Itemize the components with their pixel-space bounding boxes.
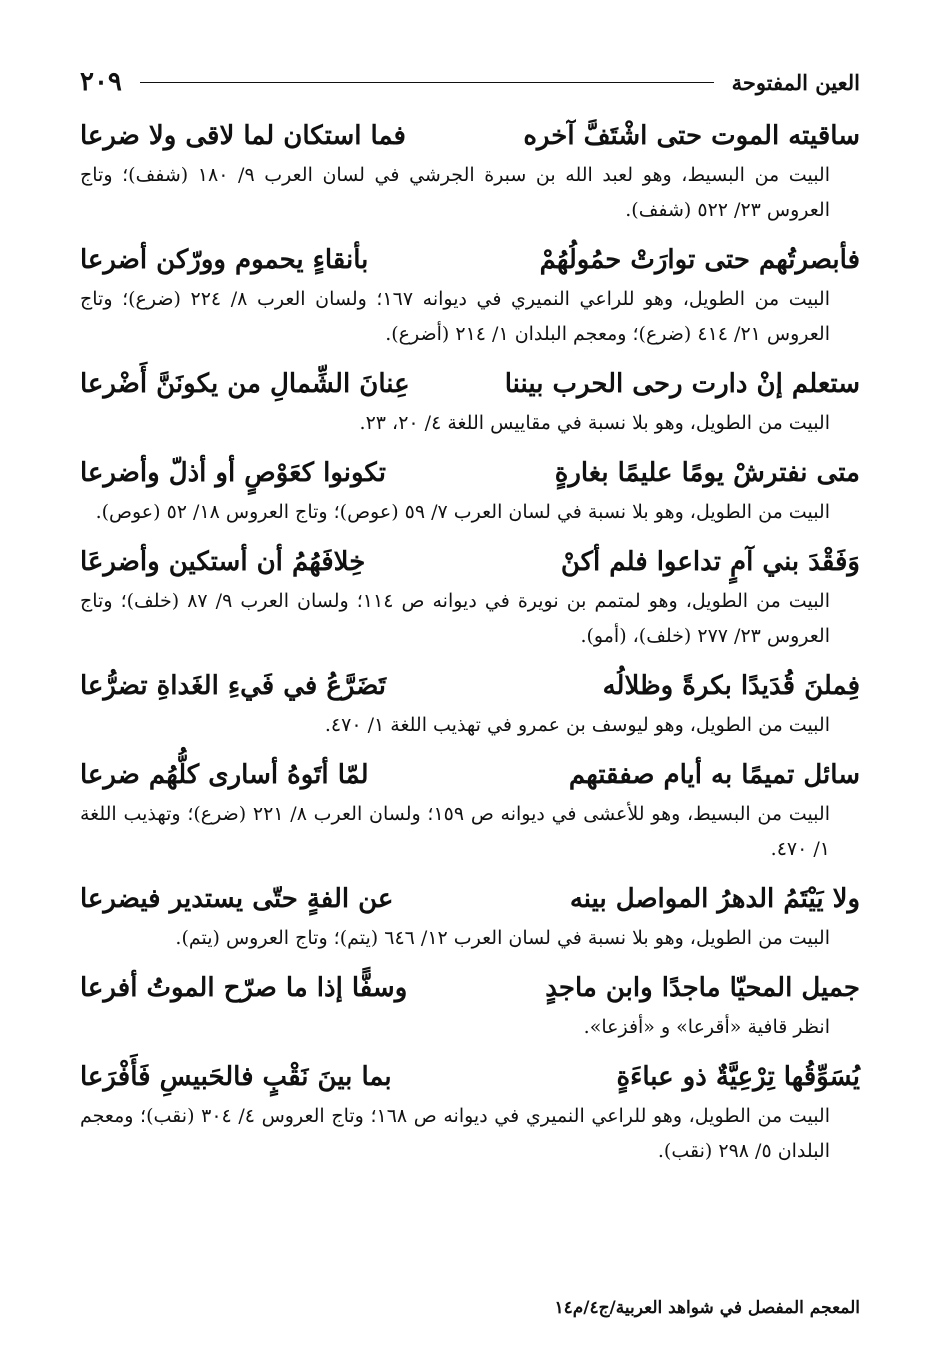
page-number: ٢٠٩ [80, 67, 122, 97]
verse-line [80, 877, 860, 921]
verse-source-note: انظر قافية «أقرعا» و «أفزعا». [583, 1016, 830, 1038]
verse-first-hemistich: جميل المحيّا ماجدًا وابن ماجدٍ [545, 973, 860, 1003]
verse-entry [80, 238, 860, 352]
verse-source-note: البيت من الطويل، وهو لمتمم بن نويرة في ديوانه ص ١١٤؛ ولسان العرب ٩/ ٨٧ (خلف)؛ وتاج العروس ٢٣/ ٢٧٧ (خلف)، (أمو). [80, 590, 830, 647]
verse-entry [80, 966, 860, 1045]
verse-entry [80, 664, 860, 743]
verse-line [80, 753, 860, 797]
verse-line [80, 1055, 860, 1099]
verse-first-hemistich: فأبصرتُهم حتى توارَتْ حمُولُهُمْ [539, 245, 860, 275]
verse-line [80, 966, 860, 1010]
verse-entry [80, 540, 860, 654]
verse-first-hemistich: وَفَقْدَ بني آمٍ تداعوا فلم أكنْ [560, 547, 860, 577]
verse-first-hemistich: يُسَوِّقُها تِرْعِيَّةٌ ذو عباءَةٍ [616, 1062, 860, 1092]
verse-source-note: البيت من البسيط، وهو للأعشى في ديوانه ص ١٥٩؛ ولسان العرب ٨/ ٢٢١ (ضرع)؛ وتهذيب اللغة ١/ ٤٧٠. [80, 803, 830, 860]
verse-entry [80, 451, 860, 530]
footer-signature: المعجم المفصل في شواهد العربية/ج٤/م١٤ [554, 1298, 860, 1318]
verse-source-note: البيت من الطويل، وهو بلا نسبة في مقاييس اللغة ٤/ ٢٠، ٢٣. [359, 412, 830, 434]
verse-second-hemistich: تَضَرَّعُ في فَيءِ الغَداةِ تضرُّعا [80, 671, 387, 701]
verse-second-hemistich: عن الفةٍ حتّى يستدير فيضرعا [80, 884, 394, 914]
verse-entry [80, 1055, 860, 1169]
verse-second-hemistich: تكونوا كعَوْصٍ أو أذلّ وأضرعا [80, 458, 387, 488]
verse-line [80, 664, 860, 708]
verse-line [80, 114, 860, 158]
header-title: العين المفتوحة [731, 69, 860, 95]
running-header [80, 64, 860, 100]
verse-source-note: البيت من البسيط، وهو لعبد الله بن سبرة الجرشي في لسان العرب ٩/ ١٨٠ (شفف)؛ وتاج العروس ٢٣/ ٥٢٢ (شفف). [80, 164, 830, 221]
verse-source-note: البيت من الطويل، وهو بلا نسبة في لسان العرب ٧/ ٥٩ (عوص)؛ وتاج العروس ١٨/ ٥٢ (عوص). [95, 501, 830, 523]
header-rule [140, 82, 714, 83]
verse-second-hemistich: لمّا أتَوهُ أسارى كلُّهُم ضرعا [80, 760, 369, 790]
verse-first-hemistich: ولا يَيْتَمُ الدهرُ المواصل بينه [569, 884, 860, 914]
verse-second-hemistich: عِنانَ الشِّمالِ من يكونَنَّ أَضْرعا [80, 369, 410, 399]
verse-second-hemistich: وسفًّا إذا ما صرّح الموتُ أفرعا [80, 973, 408, 1003]
verse-line [80, 451, 860, 495]
verse-first-hemistich: متى نفترشْ يومًا عليمًا بغارةٍ [554, 458, 860, 488]
verse-second-hemistich: بما بينَ نَقْبٍ فالحَبيسِ فَأَفْرَعا [80, 1062, 392, 1092]
verse-second-hemistich: فما استكان لما لاقى ولا ضرعا [80, 121, 406, 151]
verse-second-hemistich: خِلافَهُمُ أن أستكين وأضرعَا [80, 547, 366, 577]
verse-entry [80, 114, 860, 228]
verse-second-hemistich: بأنقاءٍ يحموم وورّكن أضرعا [80, 245, 369, 275]
verse-source-note: البيت من الطويل، وهو بلا نسبة في لسان العرب ١٢/ ٦٤٦ (يتم)؛ وتاج العروس (يتم). [175, 927, 830, 949]
verse-entry [80, 753, 860, 867]
verse-source-note: البيت من الطويل، وهو للراعي النميري في ديوانه ١٦٧؛ ولسان العرب ٨/ ٢٢٤ (ضرع)؛ وتاج العروس ٢١/ ٤١٤ (ضرع)؛ ومعجم البلدان ١/ ٢١٤ (أضرع). [80, 288, 830, 345]
verse-entries [80, 114, 860, 1169]
verse-first-hemistich: سائل تميمًا به أيام صفقتهم [568, 760, 860, 790]
verse-source-note: البيت من الطويل، وهو ليوسف بن عمرو في تهذيب اللغة ١/ ٤٧٠. [324, 714, 830, 736]
verse-first-hemistich: ستعلم إنْ دارت رحى الحرب بيننا [504, 369, 860, 399]
verse-line [80, 238, 860, 282]
verse-first-hemistich: فِملنَ قُدَيدًا بكرةً وظلالُه [602, 671, 860, 701]
verse-line [80, 362, 860, 406]
verse-line [80, 540, 860, 584]
verse-first-hemistich: ساقيته الموت حتى اشْتَفَّ آخره [523, 121, 860, 151]
verse-entry [80, 362, 860, 441]
verse-source-note: البيت من الطويل، وهو للراعي النميري في ديوانه ص ١٦٨؛ وتاج العروس ٤/ ٣٠٤ (نقب)؛ ومعجم البلدان ٥/ ٢٩٨ (نقب). [80, 1105, 830, 1162]
verse-entry [80, 877, 860, 956]
